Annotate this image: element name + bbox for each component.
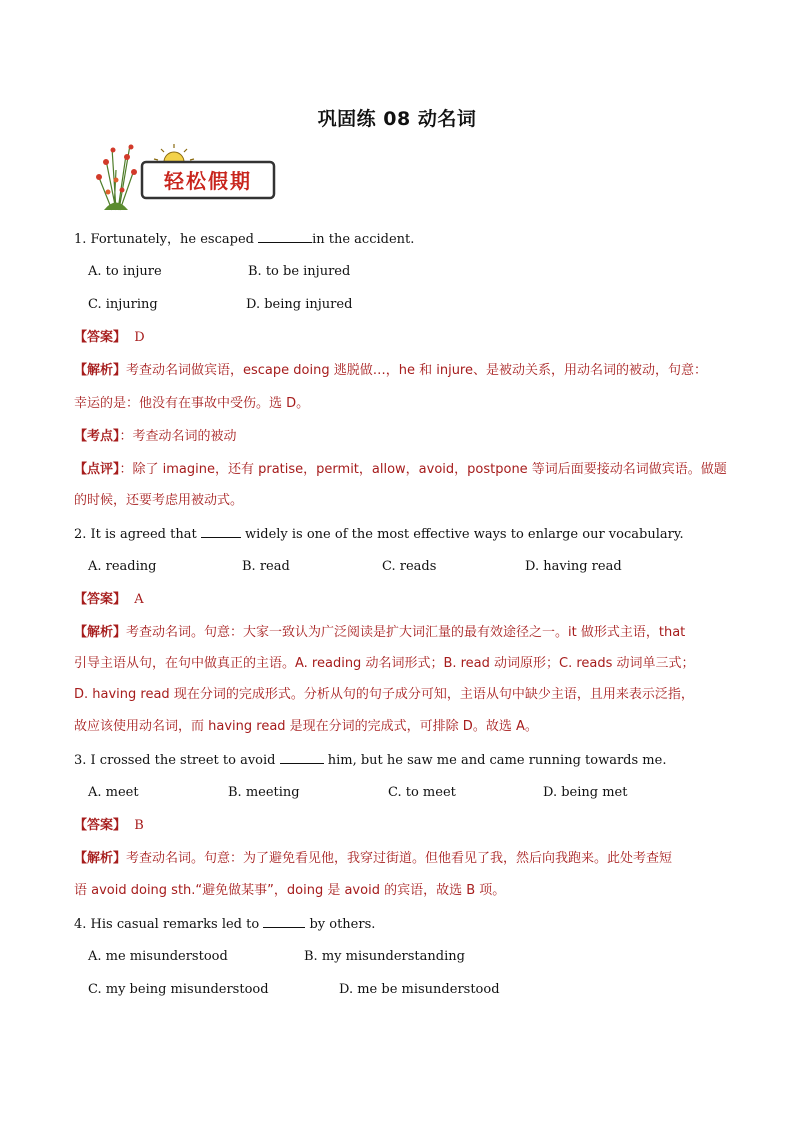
q4-option-a: A. me misunderstood (88, 949, 228, 964)
flower-icon (96, 145, 137, 211)
q2-option-d: D. having read (525, 559, 622, 574)
answer-blank (263, 915, 305, 928)
q2-option-b: B. read (242, 559, 290, 574)
page-title: 巩固练 08 动名词 (317, 108, 477, 130)
question-4-stem: 4. His casual remarks led to by others. (74, 917, 376, 932)
q4-option-d: D. me be misunderstood (339, 982, 500, 997)
q2-option-c: C. reads (382, 559, 437, 574)
q1-analysis-line-1: 【解析】考查动名词做宾语，escape doing 逃脱做…，he 和 injure、是被动关系，用动名词的被动，句意： (74, 363, 707, 378)
q3-analysis-line-1: 【解析】考查动名词。句意：为了避免看见他，我穿过街道。但他看见了我，然后向我跑来。此处考查短 (74, 851, 673, 866)
q3-option-a: A. meet (88, 785, 139, 800)
q3-option-d: D. being met (543, 785, 628, 800)
q2-option-a: A. reading (88, 559, 157, 574)
question-2-stem: 2. It is agreed that widely is one of the most effective ways to enlarge our vocabulary. (74, 527, 684, 542)
q4-option-b: B. my misunderstanding (304, 949, 465, 964)
q4-option-c: C. my being misunderstood (88, 982, 269, 997)
q1-option-c: C. injuring (88, 297, 158, 312)
q2-analysis-line-3: D. having read 现在分词的完成形式。分析从句的句子成分可知，主语从句中缺少主语，且用来表示泛指， (74, 687, 694, 702)
q3-option-c: C. to meet (388, 785, 456, 800)
banner-text: 轻松假期 (164, 169, 252, 193)
q2-analysis-line-1: 【解析】考查动名词。句意：大家一致认为广泛阅读是扩大词汇量的最有效途径之一。it 做形式主语，that (74, 625, 686, 640)
q1-point: 【考点】：考查动名词的被动 (74, 429, 237, 444)
question-3-stem: 3. I crossed the street to avoid him, but he saw me and came running towards me. (74, 753, 667, 768)
q3-answer: 【答案】 B (74, 818, 144, 833)
q1-comment-line-1: 【点评】：除了 imagine，还有 pratise，permit，allow，avoid，postpone 等词后面要接动名词做宾语。做题 (74, 462, 727, 477)
q1-option-d: D. being injured (246, 297, 353, 312)
q1-analysis-line-2: 幸运的是：他没有在事故中受伤。选 D。 (74, 396, 310, 411)
q2-analysis-line-2: 引导主语从句，在句中做真正的主语。A. reading 动名词形式；B. read 动词原形；C. reads 动词单三式； (74, 656, 695, 671)
q1-answer: 【答案】 D (74, 330, 145, 345)
q2-answer: 【答案】 A (74, 592, 144, 607)
q2-analysis-line-4: 故应该使用动名词，而 having read 是现在分词的完成式，可排除 D。故选 A。 (74, 719, 538, 734)
question-1-stem: 1. Fortunately，he escaped in the accident. (74, 232, 415, 247)
q1-comment-line-2: 的时候，还要考虑用被动式。 (74, 493, 244, 508)
holiday-banner (86, 140, 276, 212)
answer-blank (201, 525, 241, 538)
q3-analysis-line-2: 语 avoid doing sth.“避免做某事”，doing 是 avoid 的宾语，故选 B 项。 (74, 883, 506, 898)
q1-option-b: B. to be injured (248, 264, 351, 279)
sun-icon (154, 144, 194, 162)
q1-option-a: A. to injure (88, 264, 162, 279)
answer-blank (258, 230, 312, 243)
q3-option-b: B. meeting (228, 785, 300, 800)
answer-blank (280, 751, 324, 764)
